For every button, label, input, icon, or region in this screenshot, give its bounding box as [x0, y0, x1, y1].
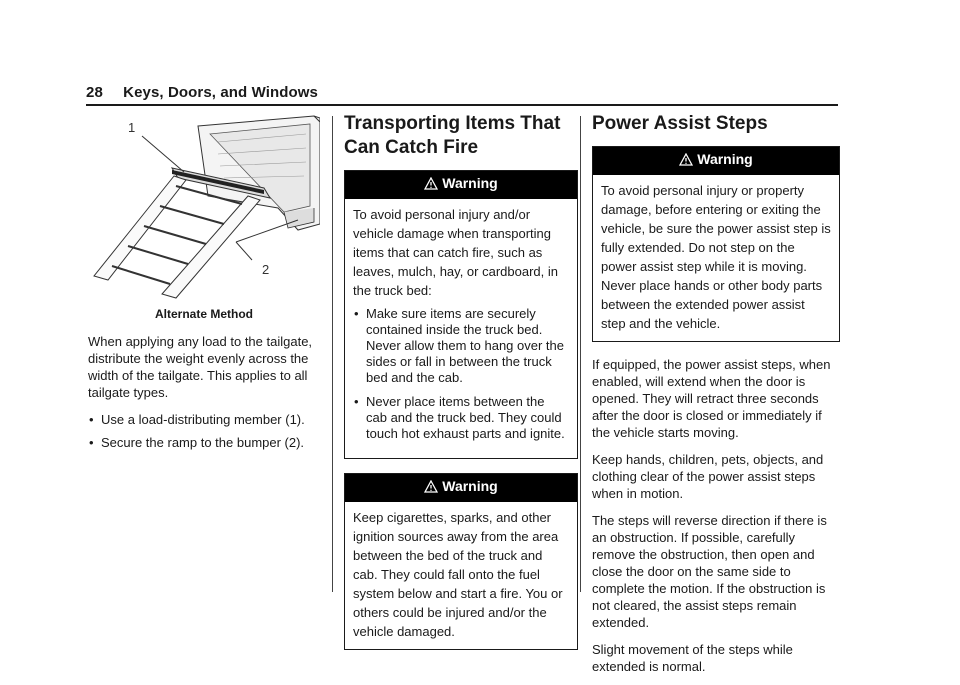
list-item: • Secure the ramp to the bumper (2).: [88, 434, 320, 451]
warning-body: [345, 199, 577, 458]
list-item: • Never place items between the cab and the truck bed. They could touch hot exhaust parts and ignite.: [353, 394, 569, 442]
warning-box-steps: [592, 146, 840, 342]
column-divider-1: [332, 116, 333, 592]
page-header: [86, 84, 318, 101]
paragraph: Slight movement of the steps while extended is normal.: [592, 642, 793, 674]
paragraph: The steps will reverse direction if there is an obstruction. If possible, carefully remove the obstruction, then open and close the door on the same side to complete the motion. If the obstruction is not cleared, the assist steps remain extended.: [592, 513, 827, 630]
warning-header: [593, 147, 839, 175]
paragraph: If equipped, the power assist steps, when enabled, will extend when the door is opened. They will retract three seconds after the door is closed or immediately if the vehicle starts moving.: [592, 357, 831, 440]
section-heading-steps: Power Assist Steps: [592, 113, 768, 134]
warning-triangle-icon: [424, 480, 438, 497]
list-item: • Make sure items are securely contained inside the truck bed. Never allow them to hang over the sides or fall in between the truck bed and the cab.: [353, 306, 569, 386]
warning-body: [593, 175, 839, 341]
callout-2-label: 2: [262, 262, 270, 277]
warning-body: [345, 502, 577, 649]
warning-bullet-list: [353, 306, 569, 442]
column-1: [88, 112, 320, 457]
paragraph: Keep hands, children, pets, objects, and clothing clear of the power assist steps when in motion.: [592, 452, 824, 501]
warning-box-fire: [344, 170, 578, 459]
intro-paragraph: When applying any load to the tailgate, distribute the weight evenly across the width of the tailgate. This applies to all tailgate types.: [88, 334, 313, 400]
list-item: • Use a load-distributing member (1).: [88, 411, 320, 428]
callout-1-label: 1: [128, 120, 136, 135]
section-title: Keys, Doors, and Windows: [123, 84, 318, 101]
column-divider-2: [580, 116, 581, 592]
page-number: 28: [86, 84, 103, 101]
warning-box-ignition: [344, 473, 578, 650]
warning-label: Warning: [697, 151, 753, 167]
warning-text: Keep cigarettes, sparks, and other ignition sources away from the area between the bed of the truck and cab. They could fall onto the fuel system below and start a fire. You or others could be injured and/or the vehicle damaged.: [353, 510, 563, 639]
warning-label: Warning: [442, 478, 498, 494]
warning-triangle-icon: [679, 153, 693, 170]
tailgate-bullet-list: [88, 411, 320, 451]
column-3: [592, 112, 840, 685]
warning-header: [345, 474, 577, 502]
warning-header: [345, 171, 577, 199]
warning-text: To avoid personal injury or property damage, before entering or exiting the vehicle, be sure the power assist step is fully extended. Do not step on the power assist step while it is moving. Never place hands or other body parts between the extended power assist step and the vehicle.: [601, 183, 831, 331]
column-2: [344, 112, 578, 664]
figure-caption: Alternate Method: [154, 307, 253, 321]
header-rule: [86, 104, 838, 106]
tailgate-ramp-illustration: [88, 112, 320, 302]
warning-triangle-icon: [424, 177, 438, 194]
warning-text: To avoid personal injury and/or vehicle damage when transporting items that can catch fire, such as leaves, mulch, hay, or cardboard, in the truck bed:: [353, 207, 558, 298]
warning-label: Warning: [442, 175, 498, 191]
section-heading-fire: Transporting Items That Can Catch Fire: [344, 113, 561, 158]
